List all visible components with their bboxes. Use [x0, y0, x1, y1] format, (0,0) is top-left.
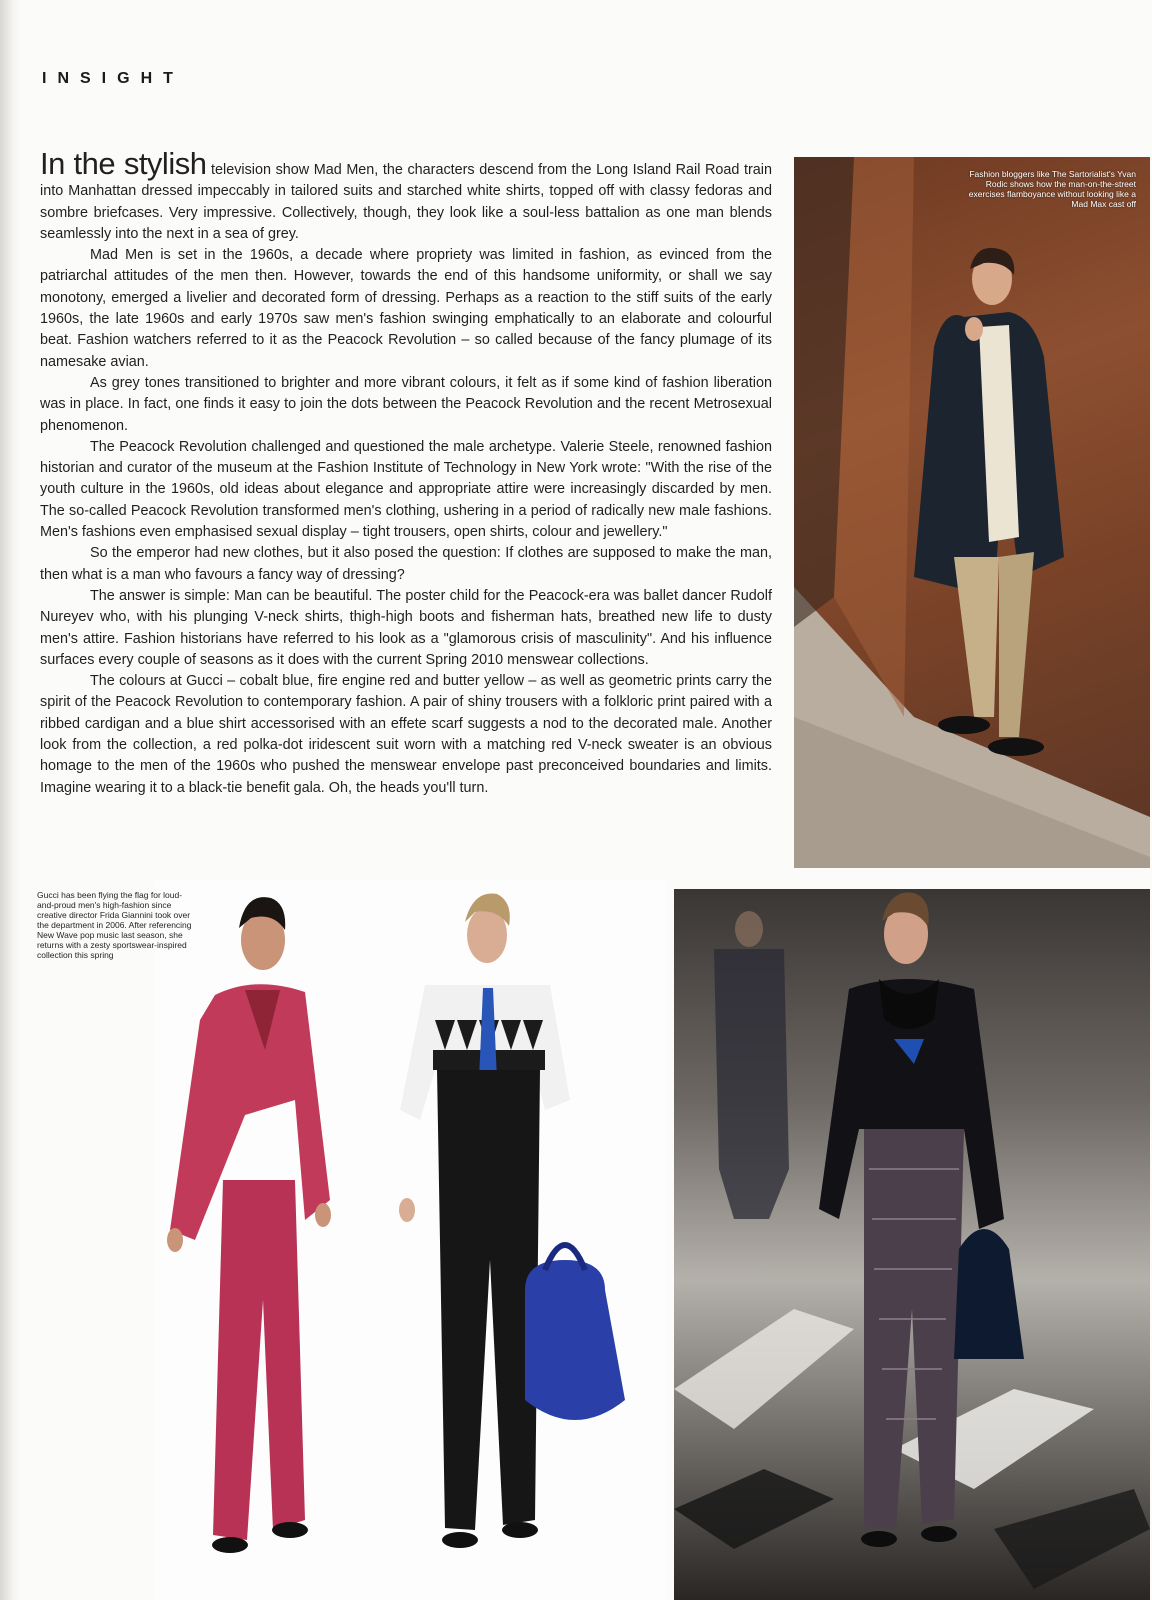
runway-photo-print-shirt	[375, 880, 665, 1600]
street-photo-caption: Fashion bloggers like The Sartorialist's Yvan Rodic shows how the man-on-the-street exercises flamboyance without looking like a Mad Max cast off	[968, 169, 1136, 209]
runway-photo-dark-look	[674, 889, 1150, 1600]
street-style-illustration	[794, 157, 1150, 868]
street-style-photo	[794, 157, 1150, 868]
article-paragraph: So the emperor had new clothes, but it also posed the question: If clothes are supposed to make the man, then what is a man who favours a fancy way of dressing?	[40, 545, 772, 583]
section-label: INSIGHT	[42, 70, 184, 87]
runway-photo-pink-suit	[155, 880, 400, 1600]
pink-suit-model-illustration	[155, 880, 400, 1600]
page-gutter-shadow	[0, 0, 20, 1600]
article-paragraph: The Peacock Revolution challenged and questioned the male archetype. Valerie Steele, renowned fashion historian and curator of the museum at the Fashion Institute of Technology in New York wrote: "With the rise of the youth culture in the 1960s, old ideas about elegance and appropriate attire were increasingly discarded by men. The so-called Peacock Revolution transformed men's clothing, ushering in a period of radically new male fashions. Men's fashions even emphasised sexual display – tight trousers, open shirts, colour and jewellery."	[40, 438, 772, 541]
article-body	[40, 146, 772, 799]
gucci-caption: Gucci has been flying the flag for loud-and-proud men's high-fashion since creative director Frida Giannini took over the department in 2006. After referencing New Wave pop music last season, she returns with a zesty sportswear-inspired collection this spring	[37, 890, 192, 960]
article-dropcap: In the stylish	[40, 146, 207, 181]
article-paragraph: The colours at Gucci – cobalt blue, fire engine red and butter yellow – as well as geometric prints carry the spirit of the Peacock Revolution to contemporary fashion. A pair of shiny trousers with a folkloric print paired with a ribbed cardigan and a blue shirt accessorised with an effete scarf suggests a nod to the decorated male. Another look from the collection, a red polka-dot iridescent suit worn with a matching red V-neck sweater is an obvious homage to the men of the 1960s who pushed the menswear envelope past preconceived boundaries and limits. Imagine wearing it to a black-tie benefit gala. Oh, the heads you'll turn.	[40, 673, 772, 796]
print-shirt-model-illustration	[375, 880, 665, 1600]
article-paragraph: The answer is simple: Man can be beautiful. The poster child for the Peacock-era was ballet dancer Rudolf Nureyev who, with his plunging V-neck shirts, thigh-high boots and fisherman hats, breathed new life to dusty men's attire. Fashion historians have referred to his look as a "glamorous crisis of masculinity". And his influence surfaces every couple of seasons as it does with the current Spring 2010 menswear collections.	[40, 587, 772, 668]
article-paragraph: In the stylish television show Mad Men, the characters descend from the Long Island Rail Road train into Manhattan dressed impeccably in tailored suits and starched white shirts, topped off with classy fedoras and sombre briefcases. Very impressive. Collectively, though, they look like a soul-less battalion as one man blends seamlessly into the next in a sea of grey.	[40, 146, 772, 242]
article-paragraph: Mad Men is set in the 1960s, a decade where propriety was limited in fashion, as evinced from the patriarchal attitudes of the men then. However, towards the end of this handsome uniformity, or shall we say monotony, emerged a livelier and decorated form of dressing. Perhaps as a reaction to the stiff suits of the early 1960s, the late 1960s and early 1970s saw men's fashion swinging emphatically to an elaborate and colourful beat. Fashion watchers referred to it as the Peacock Revolution – so called because of the fancy plumage of its namesake avian.	[40, 247, 772, 370]
article-paragraph: As grey tones transitioned to brighter and more vibrant colours, it felt as if some kind of fashion liberation was in place. In fact, one finds it easy to join the dots between the Peacock Revolution and the recent Metrosexual phenomenon.	[40, 374, 772, 434]
dark-look-model-illustration	[674, 889, 1150, 1600]
